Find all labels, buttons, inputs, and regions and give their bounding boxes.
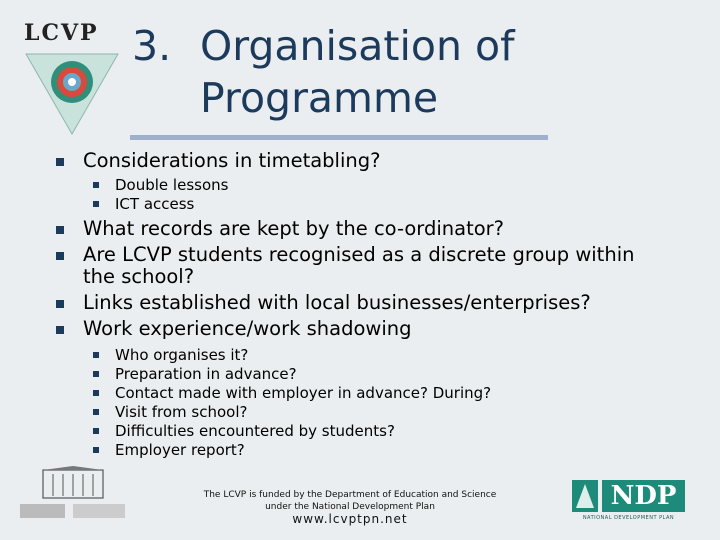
sub-bullet-item: Difficulties encountered by students? bbox=[0, 422, 720, 441]
bullet-item: Work experience/work shadowing bbox=[0, 318, 720, 340]
bullet-item: Considerations in timetabling? bbox=[0, 150, 720, 172]
sub-bullet-item: Double lessons bbox=[0, 176, 720, 195]
bullet-item: Are LCVP students recognised as a discrete group within the school? bbox=[0, 244, 643, 288]
ndp-label: NDP bbox=[610, 481, 677, 511]
ndp-caption: NATIONAL DEVELOPMENT PLAN bbox=[582, 515, 675, 521]
sub-bullet-item: Employer report? bbox=[0, 441, 720, 460]
sub-bullet-item: Contact made with employer in advance? During? bbox=[0, 384, 720, 403]
sub-bullet-item: ICT access bbox=[0, 195, 720, 214]
funding-line1: The LCVP is funded by the Department of Education and Science bbox=[203, 490, 497, 500]
title-number: 3. bbox=[132, 22, 172, 70]
title-line2: Programme bbox=[200, 74, 439, 122]
bullet-item: Links established with local businesses/enterprises? bbox=[0, 292, 720, 314]
slide-content bbox=[0, 146, 720, 460]
lcvp-logo-text: LCVP bbox=[24, 20, 99, 46]
government-building-icon bbox=[18, 466, 128, 524]
sub-bullet-item: Preparation in advance? bbox=[0, 365, 720, 384]
title-divider bbox=[130, 135, 548, 140]
department-logo bbox=[18, 466, 128, 524]
bullet-item: What records are kept by the co-ordinator? bbox=[0, 218, 720, 240]
title-line1: Organisation of bbox=[200, 22, 515, 70]
funding-notice bbox=[180, 489, 520, 525]
website-link[interactable]: www.lcvptpn.net bbox=[292, 512, 408, 526]
page-title bbox=[132, 20, 515, 124]
ndp-logo bbox=[572, 480, 685, 524]
sub-bullet-item: Visit from school? bbox=[0, 403, 720, 422]
sub-bullet-item: Who organises it? bbox=[0, 346, 720, 365]
funding-line2: under the National Development Plan bbox=[265, 502, 435, 512]
